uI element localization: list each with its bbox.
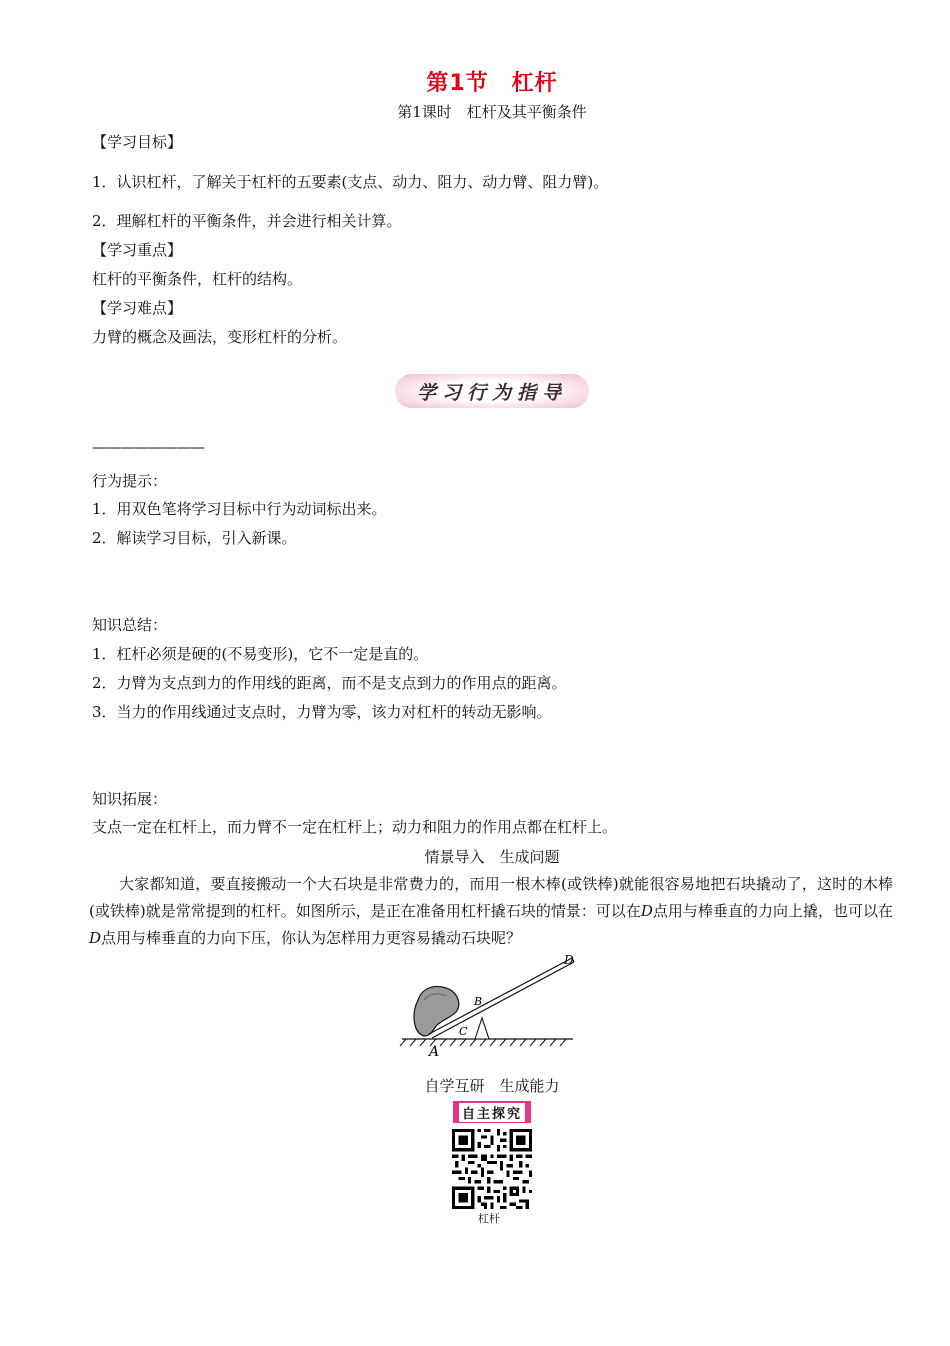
extension-heading: 知识拓展： bbox=[92, 790, 168, 808]
fulcrum-triangle bbox=[475, 1018, 489, 1039]
summary-heading: 知识总结： bbox=[92, 616, 168, 634]
behavior-item: 2．解读学习目标，引入新课。 bbox=[92, 529, 297, 547]
point-d-label: D bbox=[640, 902, 653, 920]
behavior-heading: 行为提示： bbox=[92, 472, 168, 490]
scenario-text-b: 点用与棒垂直的力向上撬，也可以在 bbox=[652, 902, 893, 920]
banner-text: 学习行为指导 bbox=[416, 381, 567, 404]
point-d-label: D bbox=[89, 929, 102, 947]
scenario-paragraph bbox=[89, 871, 893, 952]
keypoints-heading: 【学习重点】 bbox=[92, 241, 183, 259]
label-d: D bbox=[564, 953, 574, 967]
lever-figure bbox=[398, 948, 578, 1060]
scenario-heading: 情景导入 生成问题 bbox=[424, 848, 560, 866]
page-title: 第1节 杠杆 bbox=[426, 71, 558, 96]
selfstudy-heading: 自学互研 生成能力 bbox=[424, 1077, 560, 1095]
label-c: C bbox=[459, 1025, 468, 1038]
summary-item: 1．杠杆必须是硬的(不易变形)，它不一定是直的。 bbox=[92, 645, 429, 663]
self-explore-tag bbox=[453, 1101, 531, 1123]
divider-line: ———————— bbox=[92, 438, 204, 456]
objectives-heading: 【学习目标】 bbox=[92, 133, 183, 151]
qr-caption: 杠杆 bbox=[478, 1212, 500, 1225]
behavior-item: 1．用双色笔将学习目标中行为动词标出来。 bbox=[92, 500, 387, 518]
ground-hatching bbox=[400, 1039, 566, 1046]
scenario-text-c: 点用与棒垂直的力向下压，你认为怎样用力更容易撬动石块呢？ bbox=[101, 929, 522, 947]
objective-item: 1．认识杠杆，了解关于杠杆的五要素(支点、动力、阻力、动力臂、阻力臂)。 bbox=[92, 173, 609, 191]
scenario-text-a: 大家都知道，要直接搬动一个大石块是非常费力的，而用一根木棒(或铁棒)就能很容易地把石块撬动了，这时的木棒(或铁棒)就是常常提到的杠杆。如图所示，是正在准备用杠杆撬石块的情景：可以在 bbox=[89, 875, 893, 920]
label-a: A bbox=[429, 1044, 440, 1060]
qr-code-image[interactable] bbox=[452, 1129, 532, 1209]
summary-item: 2．力臂为支点到力的作用线的距离，而不是支点到力的作用点的距离。 bbox=[92, 674, 567, 692]
keypoints-text: 杠杆的平衡条件，杠杆的结构。 bbox=[92, 270, 303, 288]
summary-item: 3．当力的作用线通过支点时，力臂为零，该力对杠杆的转动无影响。 bbox=[92, 703, 552, 721]
label-b: B bbox=[474, 995, 483, 1008]
difficulties-heading: 【学习难点】 bbox=[92, 299, 183, 317]
tag-text: 自主探究 bbox=[459, 1103, 525, 1122]
section-banner bbox=[395, 374, 589, 408]
difficulties-text: 力臂的概念及画法，变形杠杆的分析。 bbox=[92, 328, 348, 346]
objective-item: 2．理解杠杆的平衡条件，并会进行相关计算。 bbox=[92, 212, 402, 230]
page-subtitle: 第1课时 杠杆及其平衡条件 bbox=[397, 103, 587, 121]
extension-text: 支点一定在杠杆上，而力臂不一定在杠杆上；动力和阻力的作用点都在杠杆上。 bbox=[92, 818, 618, 836]
